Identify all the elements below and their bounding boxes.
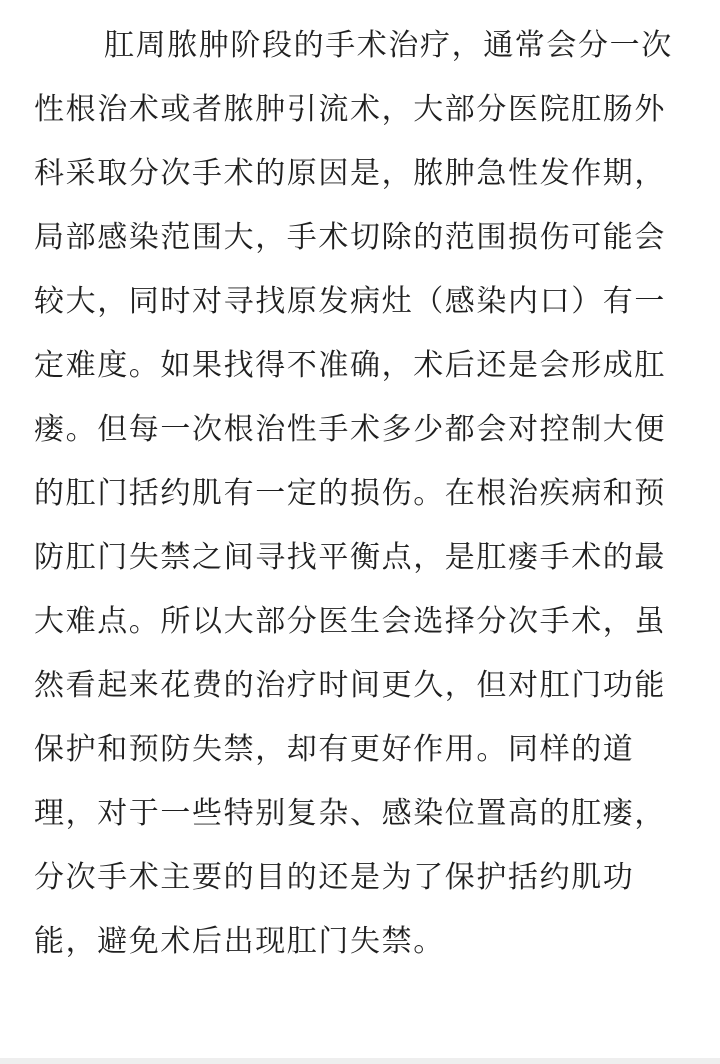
article-paragraph [34, 14, 704, 974]
paragraph-line-8: 的肛门括约肌有一定的损伤。在根治疾病和预 [34, 476, 666, 511]
paragraph-line-7: 瘘。但每一次根治性手术多少都会对控制大便 [34, 412, 666, 447]
bottom-divider [0, 1058, 720, 1064]
paragraph-line-12: 保护和预防失禁，却有更好作用。同样的道 [34, 732, 635, 767]
paragraph-line-10: 大难点。所以大部分医生会选择分次手术，虽 [34, 604, 666, 639]
paragraph-line-11: 然看起来花费的治疗时间更久，但对肛门功能 [34, 668, 666, 703]
paragraph-line-5: 较大，同时对寻找原发病灶（感染内口）有一 [34, 284, 666, 319]
paragraph-line-1: 肛周脓肿阶段的手术治疗，通常会分一次 [104, 28, 673, 63]
paragraph-line-4: 局部感染范围大，手术切除的范围损伤可能会 [34, 220, 666, 255]
paragraph-line-15: 能，避免术后出现肛门失禁。 [34, 924, 445, 959]
paragraph-line-6: 定难度。如果找得不准确，术后还是会形成肛 [34, 348, 666, 383]
paragraph-line-13: 理，对于一些特别复杂、感染位置高的肛瘘， [34, 796, 666, 831]
paragraph-line-3: 科采取分次手术的原因是，脓肿急性发作期， [34, 156, 666, 191]
paragraph-line-2: 性根治术或者脓肿引流术，大部分医院肛肠外 [34, 92, 666, 127]
paragraph-line-14: 分次手术主要的目的还是为了保护括约肌功 [34, 860, 635, 895]
paragraph-line-9: 防肛门失禁之间寻找平衡点，是肛瘘手术的最 [34, 540, 666, 575]
